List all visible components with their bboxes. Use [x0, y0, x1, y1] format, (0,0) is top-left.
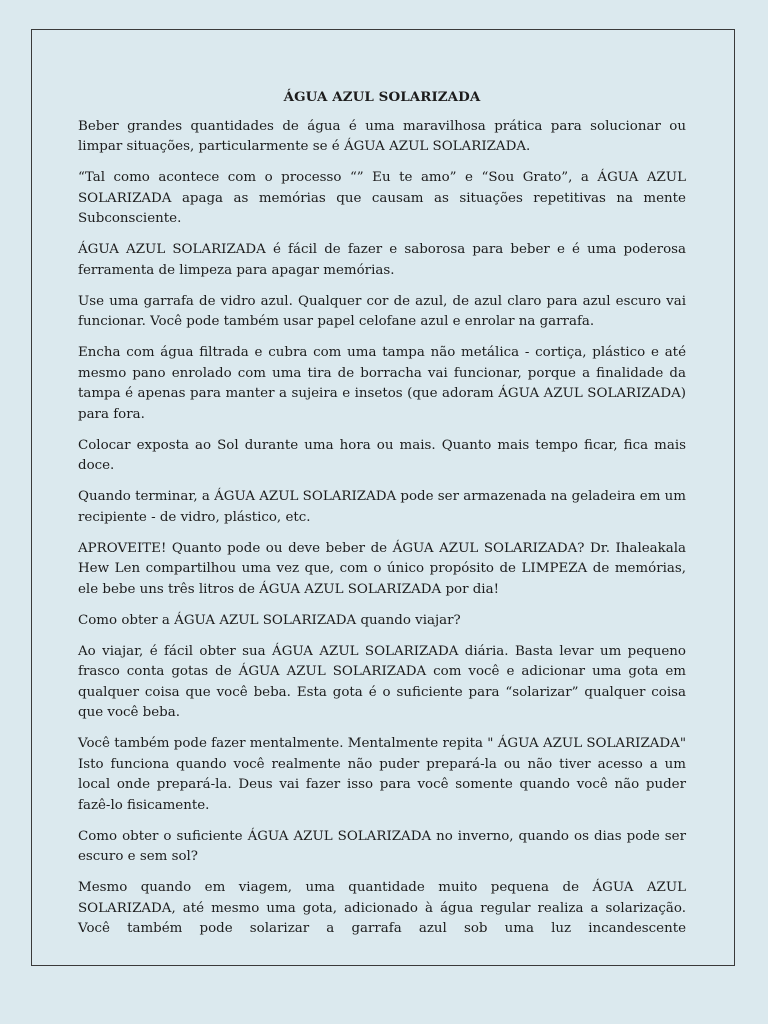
- paragraph-3: ÁGUA AZUL SOLARIZADA é fácil de fazer e saborosa para beber e é uma poderosa ferramenta de limpeza para apagar memórias.: [78, 242, 686, 278]
- paragraph-8: APROVEITE! Quanto pode ou deve beber de ÁGUA AZUL SOLARIZADA? Dr. Ihaleakala Hew Len compartilhou uma vez que, com o único propósito de LIMPEZA de memórias, ele bebe uns três litros de ÁGUA AZUL SOLARIZADA por dia!: [78, 540, 686, 597]
- document-body: [78, 87, 686, 950]
- paragraph-4: Use uma garrafa de vidro azul. Qualquer cor de azul, de azul claro para azul escuro vai funcionar. Você pode também usar papel celofane azul e enrolar na garrafa.: [78, 293, 686, 329]
- paragraph-2: “Tal como acontece com o processo “” Eu te amo” e “Sou Grato”, a ÁGUA AZUL SOLARIZADA apaga as memórias que causam as situações repetitivas na mente Subconsciente.: [78, 170, 686, 226]
- paragraph-13: Mesmo quando em viagem, uma quantidade muito pequena de ÁGUA AZUL SOLARIZADA, até mesmo uma gota, adicionado à água regular realiza a solarização. Você também pode solarizar a garrafa azul sob uma luz incandescente: [78, 880, 686, 936]
- paragraph-12: Como obter o suficiente ÁGUA AZUL SOLARIZADA no inverno, quando os dias pode ser escuro e sem sol?: [78, 828, 686, 864]
- paragraph-9: Como obter a ÁGUA AZUL SOLARIZADA quando viajar?: [78, 612, 461, 628]
- paragraph-6: Colocar exposta ao Sol durante uma hora ou mais. Quanto mais tempo ficar, fica mais doce.: [78, 437, 686, 473]
- paragraph-11: Você também pode fazer mentalmente. Mentalmente repita " ÁGUA AZUL SOLARIZADA" Isto funciona quando você realmente não puder prepará-la ou não tiver acesso a um local onde prepará-la. Deus vai fazer isso para você somente quando você não puder fazê-lo fisicamente.: [78, 736, 686, 813]
- document-title: ÁGUA AZUL SOLARIZADA: [283, 89, 481, 105]
- paragraph-1: Beber grandes quantidades de água é uma maravilhosa prática para solucionar ou limpar situações, particularmente se é ÁGUA AZUL SOLARIZADA.: [78, 118, 686, 154]
- paragraph-5: Encha com água filtrada e cubra com uma tampa não metálica - cortiça, plástico e até mesmo pano enrolado com uma tira de borracha vai funcionar, porque a finalidade da tampa é apenas para manter a sujeira e insetos (que adoram ÁGUA AZUL SOLARIZADA) para fora.: [78, 345, 686, 422]
- paragraph-10: Ao viajar, é fácil obter sua ÁGUA AZUL SOLARIZADA diária. Basta levar um pequeno frasco conta gotas de ÁGUA AZUL SOLARIZADA com você e adicionar uma gota em qualquer coisa que você beba. Esta gota é o suficiente para “solarizar” qualquer coisa que você beba.: [78, 643, 686, 720]
- paragraph-7: Quando terminar, a ÁGUA AZUL SOLARIZADA pode ser armazenada na geladeira em um recipiente - de vidro, plástico, etc.: [78, 489, 686, 525]
